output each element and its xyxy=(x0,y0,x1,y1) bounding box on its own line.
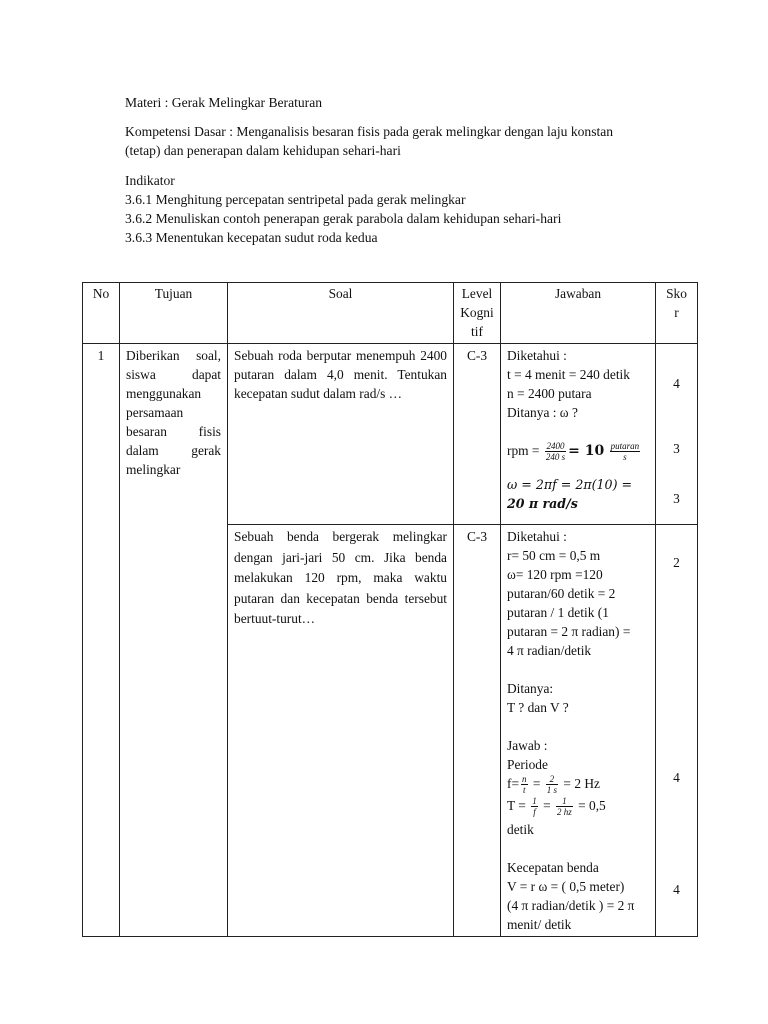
rpm-denominator: 240 s xyxy=(545,452,566,463)
table-header-row xyxy=(83,283,698,344)
f-fraction-2 xyxy=(546,774,558,795)
score-value: 4 xyxy=(673,882,680,897)
indikator-item: 3.6.2 Menuliskan contoh penerapan gerak parabola dalam kehidupan sehari-hari xyxy=(125,211,562,226)
period-equation xyxy=(507,796,649,820)
rpm-unit-numerator: putaran xyxy=(610,441,640,452)
f-denominator-2: 1 s xyxy=(546,785,558,796)
T-numerator-2: 1 xyxy=(556,796,573,807)
jawaban-line: putaran/60 detik = 2 xyxy=(507,586,616,601)
jawaban-line: detik xyxy=(507,822,534,837)
level-cell-1: C-3 xyxy=(454,344,501,525)
jawaban-line: r= 50 cm = 0,5 m xyxy=(507,548,601,563)
T-equals: = xyxy=(543,798,551,813)
jawaban-line: Kecepatan benda xyxy=(507,860,599,875)
materi-text: Materi : Gerak Melingkar Beraturan xyxy=(125,95,323,110)
jawaban-line: 4 π radian/detik xyxy=(507,643,592,658)
header-level-kognitif xyxy=(454,283,501,344)
header-soal: Soal xyxy=(228,283,454,344)
f-numerator-1: n xyxy=(522,774,527,785)
tujuan-cell: Diberikan soal, siswa dapat menggunakan persamaan besaran fisis dalam gerak melingkar xyxy=(120,344,228,937)
table-row xyxy=(83,344,698,525)
jawaban-line: Periode xyxy=(507,757,548,772)
T-denominator-1: f xyxy=(533,807,536,818)
rpm-fraction xyxy=(545,441,566,462)
T-denominator-2: 2 hz xyxy=(556,807,572,818)
jawaban-line: Diketahui : xyxy=(507,529,567,544)
jawaban-line: V = r ω = ( 0,5 meter) xyxy=(507,879,625,894)
rpm-result: = 10 xyxy=(568,443,605,459)
soal-cell-1: Sebuah roda berputar menempuh 2400 putaran dalam 4,0 menit. Tentukan kecepatan sudut dalam rad/s … xyxy=(228,344,454,525)
skor-cell-2 xyxy=(656,525,698,937)
T-prefix: T = xyxy=(507,798,526,813)
header-skor-line: Sko xyxy=(666,286,687,301)
kompetensi-dasar xyxy=(125,122,613,160)
kompetensi-line-1: Kompetensi Dasar : Menganalisis besaran fisis pada gerak melingkar dengan laju konstan xyxy=(125,124,614,139)
f-denominator-1: t xyxy=(523,785,526,796)
f-prefix: f= xyxy=(507,776,520,791)
header-skor-line: r xyxy=(674,305,679,320)
jawaban-line: t = 4 menit = 240 detik xyxy=(507,367,630,382)
header-jawaban: Jawaban xyxy=(501,283,656,344)
jawaban-line: ω= 120 rpm =120 xyxy=(507,567,603,582)
T-result: = 0,5 xyxy=(578,798,606,813)
f-result: = 2 Hz xyxy=(563,776,600,791)
level-cell-2: C-3 xyxy=(454,525,501,937)
jawaban-line: Diketahui : xyxy=(507,348,567,363)
T-fraction-1 xyxy=(531,796,538,817)
indikator-item: 3.6.1 Menghitung percepatan sentripetal pada gerak melingkar xyxy=(125,192,466,207)
omega-equation-line-2: 20 π rad/s xyxy=(507,496,578,511)
f-equals: = xyxy=(532,776,541,791)
score-value: 4 xyxy=(673,770,680,785)
header-level-line: Level xyxy=(461,286,493,301)
T-fraction-2 xyxy=(556,796,573,817)
jawaban-line: T ? dan V ? xyxy=(507,700,569,715)
score-value: 2 xyxy=(673,555,680,570)
jawaban-line: Jawab : xyxy=(507,738,548,753)
rubric-table xyxy=(82,282,698,937)
kompetensi-line-2: (tetap) dan penerapan dalam kehidupan sehari-hari xyxy=(125,143,401,158)
header-no: No xyxy=(83,283,120,344)
jawaban-line: menit/ detik xyxy=(507,917,572,932)
rpm-prefix: rpm = xyxy=(507,443,540,458)
jawaban-line: putaran = 2 π radian) = xyxy=(507,624,631,639)
omega-equation-line-1: ω = 2πf = 2π(10) = xyxy=(507,477,633,492)
score-value: 3 xyxy=(673,491,680,506)
f-numerator-2: 2 xyxy=(546,774,558,785)
header-level-line: tif xyxy=(471,324,483,339)
skor-cell-1 xyxy=(656,344,698,525)
jawaban-line: n = 2400 putara xyxy=(507,386,592,401)
score-value: 3 xyxy=(673,441,680,456)
soal-cell-2: Sebuah benda bergerak melingkar dengan jari-jari 50 cm. Jika benda melakukan 120 rpm, maka waktu putaran dan kecepatan benda tersebut bertuut-turut… xyxy=(228,525,454,937)
rpm-equation xyxy=(507,441,649,463)
frequency-equation xyxy=(507,774,649,796)
T-numerator-1: 1 xyxy=(532,796,537,807)
row-number: 1 xyxy=(83,344,120,937)
materi-line xyxy=(125,93,322,112)
jawaban-cell-2 xyxy=(501,525,656,937)
f-fraction-1 xyxy=(521,774,528,795)
rpm-unit-fraction xyxy=(610,441,641,462)
header-tujuan: Tujuan xyxy=(120,283,228,344)
score-value: 4 xyxy=(673,376,680,391)
indikator-section xyxy=(125,171,561,247)
header-level-line: Kogni xyxy=(460,305,494,320)
jawaban-line: putaran / 1 detik (1 xyxy=(507,605,609,620)
rpm-numerator: 2400 xyxy=(546,441,565,452)
jawaban-line: Ditanya : ω ? xyxy=(507,405,578,420)
jawaban-cell-1 xyxy=(501,344,656,525)
indikator-title: Indikator xyxy=(125,173,175,188)
jawaban-line: (4 π radian/detik ) = 2 π xyxy=(507,898,635,913)
rpm-unit-denominator: s xyxy=(623,452,627,463)
jawaban-line: Ditanya: xyxy=(507,681,554,696)
indikator-item: 3.6.3 Menentukan kecepatan sudut roda kedua xyxy=(125,230,378,245)
header-skor xyxy=(656,283,698,344)
